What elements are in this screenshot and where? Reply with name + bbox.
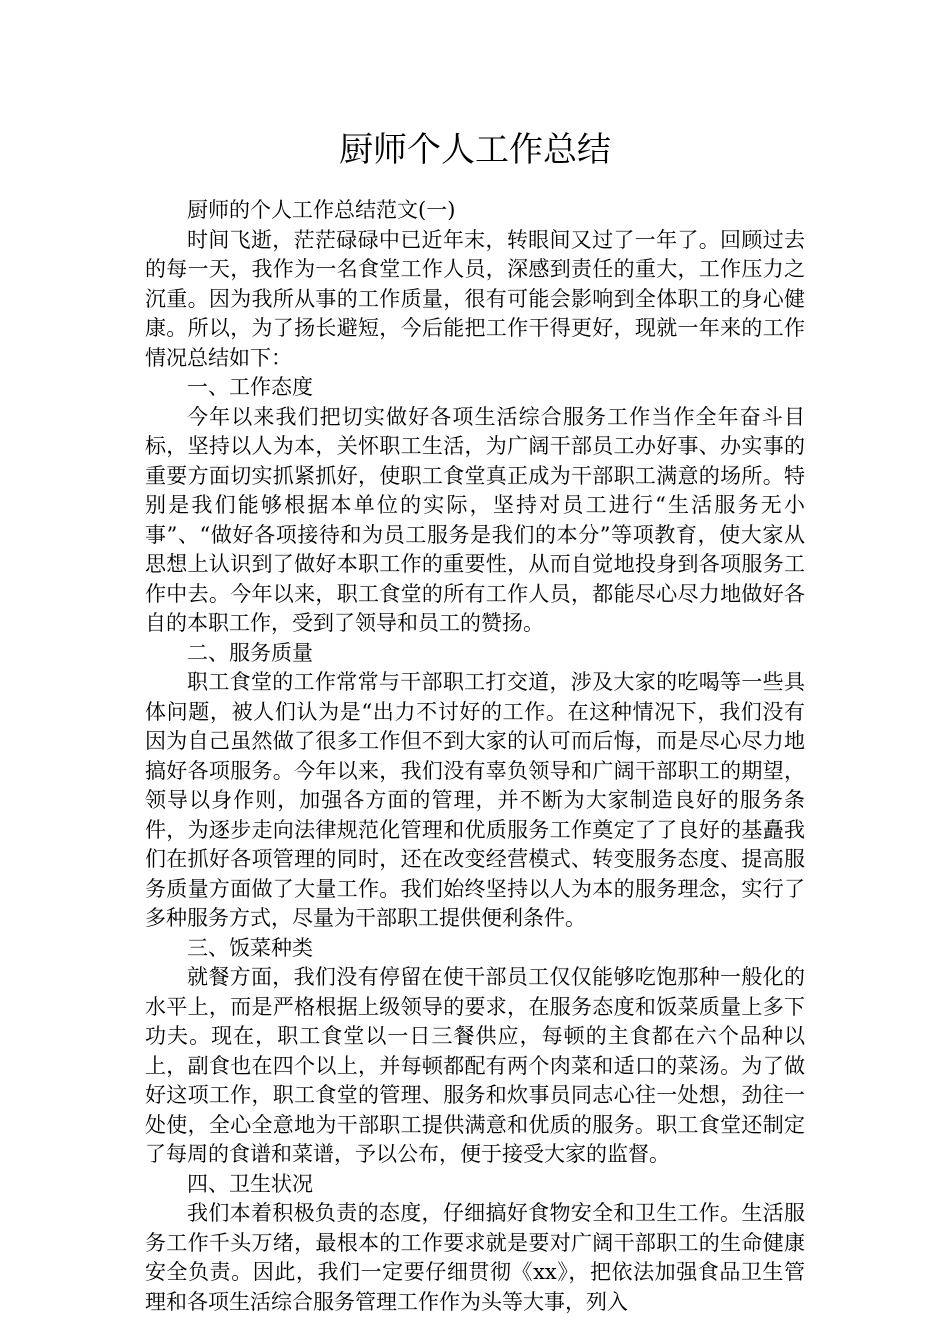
section-heading-dish-variety: 三、饭菜种类 (187, 935, 313, 960)
section-heading-hygiene: 四、卫生状况 (187, 1171, 313, 1196)
section-paragraph-dish-variety: 就餐方面，我们没有停留在使干部员工仅仅能够吃饱那种一般化的水平上，而是严格根据上级领导的要求，在服务态度和饭菜质量上多下功夫。现在，职工食堂以一日三餐供应，每顿的主食都在六个品种以上，副食也在四个以上，并每顿都配有两个肉菜和适口的菜汤。为了做好这项工作，职工食堂的管理、服务和炊事员同志心往一处想，劲往一处使，全心全意地为干部职工提供满意和优质的服务。职工食堂还制定了每周的食谱和菜谱，予以公布，便于接受大家的监督。 (145, 965, 805, 1166)
section-heading-attitude: 一、工作态度 (187, 375, 313, 399)
section-paragraph-attitude: 今年以来我们把切实做好各项生活综合服务工作当作全年奋斗目标，坚持以人为本，关怀职工生活，为广阔干部员工办好事、办实事的重要方面切实抓紧抓好，使职工食堂真正成为干部职工满意的场所。特别是我们能够根据本单位的实际，坚持对员工进行“生活服务无小事”、“做好各项接待和为员工服务是我们的本分”等项教育，使大家从思想上认识到了做好本职工作的重要性，从而自觉地投身到各项服务工作中去。今年以来，职工食堂的所有工作人员，都能尽心尽力地做好各自的本职工作，受到了领导和员工的赞扬。 (145, 404, 805, 635)
document-title: 厨师个人工作总结 (339, 130, 611, 170)
document-subtitle: 厨师的个人工作总结范文(一) (187, 198, 456, 222)
section-paragraph-hygiene: 我们本着积极负责的态度，仔细搞好食物安全和卫生工作。生活服务工作千头万绪，最根本的工作要求就是要对广阔干部职工的生命健康安全负责。因此，我们一定要仔细贯彻《xx》，把依法加强食品卫生管理和各项生活综合服务管理工作作为头等大事，列入 (145, 1201, 805, 1314)
section-paragraph-service-quality: 职工食堂的工作常常与干部职工打交道，涉及大家的吃喝等一些具体问题，被人们认为是“出力不讨好的工作。在这种情况下，我们没有因为自己虽然做了很多工作但不到大家的认可而后悔，而是尽心尽力地搞好各项服务。今年以来，我们没有辜负领导和广阔干部职工的期望，领导以身作则，加强各方面的管理，并不断为大家制造良好的服务条件，为逐步走向法律规范化管理和优质服务工作奠定了了良好的基矗我们在抓好各项管理的同时，还在改变经营模式、转变服务态度、提高服务质量方面做了大量工作。我们始终坚持以人为本的服务理念，实行了多种服务方式，尽量为干部职工提供便利条件。 (145, 670, 805, 930)
intro-paragraph: 时间飞逝，茫茫碌碌中已近年末，转眼间又过了一年了。回顾过去的每一天，我作为一名食堂工作人员，深感到责任的重大，工作压力之沉重。因为我所从事的工作质量，很有可能会影响到全体职工的身心健康。所以，为了扬长避短，今后能把工作干得更好，现就一年来的工作情况总结如下： (145, 227, 805, 370)
document-body (145, 196, 805, 1317)
section-heading-service-quality: 二、服务质量 (187, 640, 313, 665)
